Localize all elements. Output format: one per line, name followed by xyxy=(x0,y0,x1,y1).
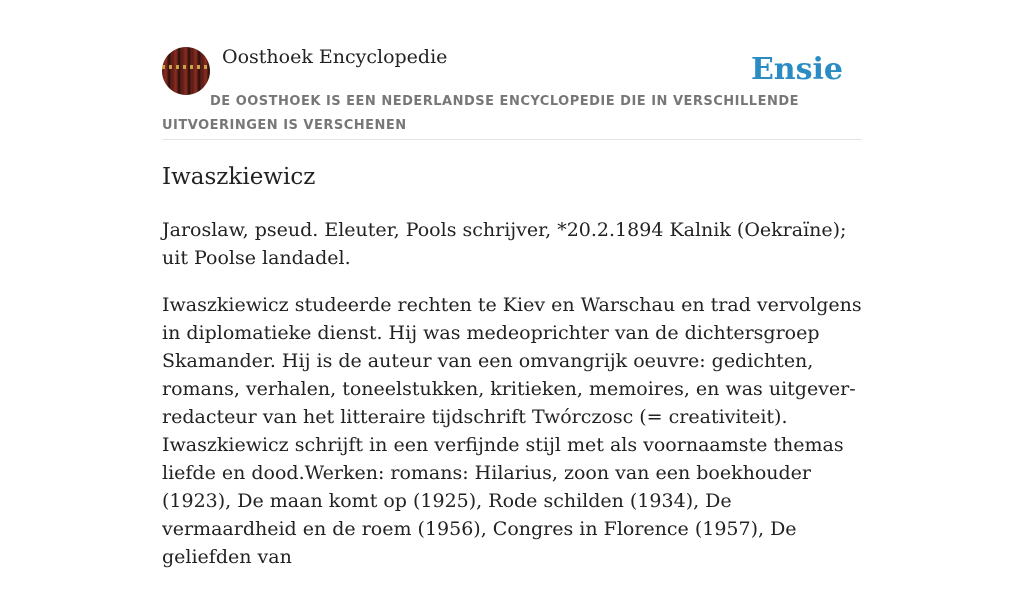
article-paragraph: Jaroslaw, pseud. Eleuter, Pools schrijver, *20.2.1894 Kalnik (Oekraïne); uit Poolse landadel. xyxy=(162,219,847,269)
ensie-logo[interactable]: Ensie xyxy=(750,52,843,87)
article-paragraph: Iwaszkiewicz studeerde rechten te Kiev en Warschau en trad vervolgens in diplomatieke dienst. Hij was medeoprichter van de dichtersgroep Skamander. Hij is de auteur van een omvangrijk oeuvre: gedichten, romans, verhalen, toneelstukken, kritieken, memoires, en was uitgever-redacteur van het litteraire tijdschrift Twórczosc (= creativiteit). Iwaszkiewicz schrijft in een verfijnde stijl met als voornaamste themas liefde en dood.Werken: romans: Hilarius, zoon van een boekhouder (1923), De maan komt op (1925), Rode schilden (1934), De vermaardheid en de roem (1956), Congres in Florence (1957), De geliefden van xyxy=(162,294,862,568)
page xyxy=(162,0,862,568)
article-title: Iwaszkiewicz xyxy=(162,164,316,190)
article-body xyxy=(162,216,862,590)
site-logo-avatar[interactable] xyxy=(162,47,210,95)
site-header xyxy=(162,0,862,140)
site-title[interactable]: Oosthoek Encyclopedie xyxy=(222,46,448,68)
site-tagline: DE OOSTHOEK IS EEN NEDERLANDSE ENCYCLOPEDIE DIE IN VERSCHILLENDE UITVOERINGEN IS VERSCHENEN xyxy=(162,94,800,133)
